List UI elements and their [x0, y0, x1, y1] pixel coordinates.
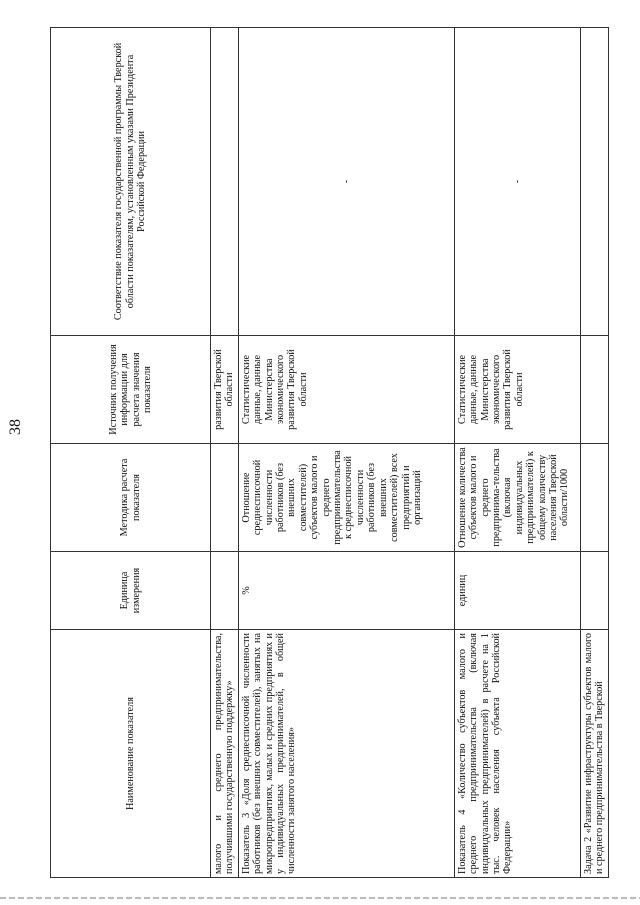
row-unit	[580, 552, 608, 630]
row-source	[580, 336, 608, 444]
row-name: Показатель 3 «Доля среднесписочной численности работников (без внешних совместителей), занятых на микропредприятиях, малых и средних предприятиях и у индивидуальных предпринимателей, в общей численности занятого населения»	[238, 630, 454, 878]
row-source: Статистические данные, данные Министерства экономического развития Тверской области	[238, 336, 454, 444]
header-source: Источник получения информации для расчета значения показателя	[51, 336, 211, 444]
row-method	[211, 444, 239, 552]
row-name: малого и среднего предпринимательства, получившими государственную поддержку»	[211, 630, 239, 878]
row-source: развития Тверской области	[211, 336, 239, 444]
row-unit	[211, 552, 239, 630]
table-row	[580, 28, 608, 878]
header-name: Наименование показателя	[51, 630, 211, 878]
table-row	[454, 28, 580, 878]
row-compliance	[580, 28, 608, 336]
indicator-table-rotated	[50, 28, 606, 878]
header-compliance: Соответствие показателя государственной программы Тверской области показателям, установленным указами Президента Российской Федерации	[51, 28, 211, 336]
header-method: Методика расчета показателя	[51, 444, 211, 552]
row-compliance: -	[454, 28, 580, 336]
header-unit: Единица измерения	[51, 552, 211, 630]
table-row	[211, 28, 239, 878]
row-method: Отношение среднесписочной численности работников (без внешних совместителей) субъектов малого и среднего предпринимательства к среднесписочной численности работников (без внешних совместителей) всех предприятий и организаций	[238, 444, 454, 552]
row-method	[580, 444, 608, 552]
row-unit: единиц	[454, 552, 580, 630]
row-method: Отношение количества субъектов малого и среднего предпринима-тельства (включая индивидуальных предпринимателей) к общему количеству населения Тверской области/1000	[454, 444, 580, 552]
header-row	[51, 28, 211, 878]
scan-edge-line	[0, 897, 640, 899]
row-compliance	[211, 28, 239, 336]
page-number: 38	[7, 419, 24, 435]
row-name: Показатель 4 «Количество субъектов малого и среднего предпринимательства (включая индивидуальных предпринимателей) в расчете на 1 тыс. человек населения субъекта Российской Федерации»	[454, 630, 580, 878]
row-name: Задача 2 «Развитие инфраструктуры субъектов малого и среднего предпринимательства в Тверской	[580, 630, 608, 878]
table-row	[238, 28, 454, 878]
row-unit: %	[238, 552, 454, 630]
row-source: Статистические данные, данные Министерства экономического развития Тверской области	[454, 336, 580, 444]
indicator-table	[50, 27, 609, 878]
row-compliance: -	[238, 28, 454, 336]
